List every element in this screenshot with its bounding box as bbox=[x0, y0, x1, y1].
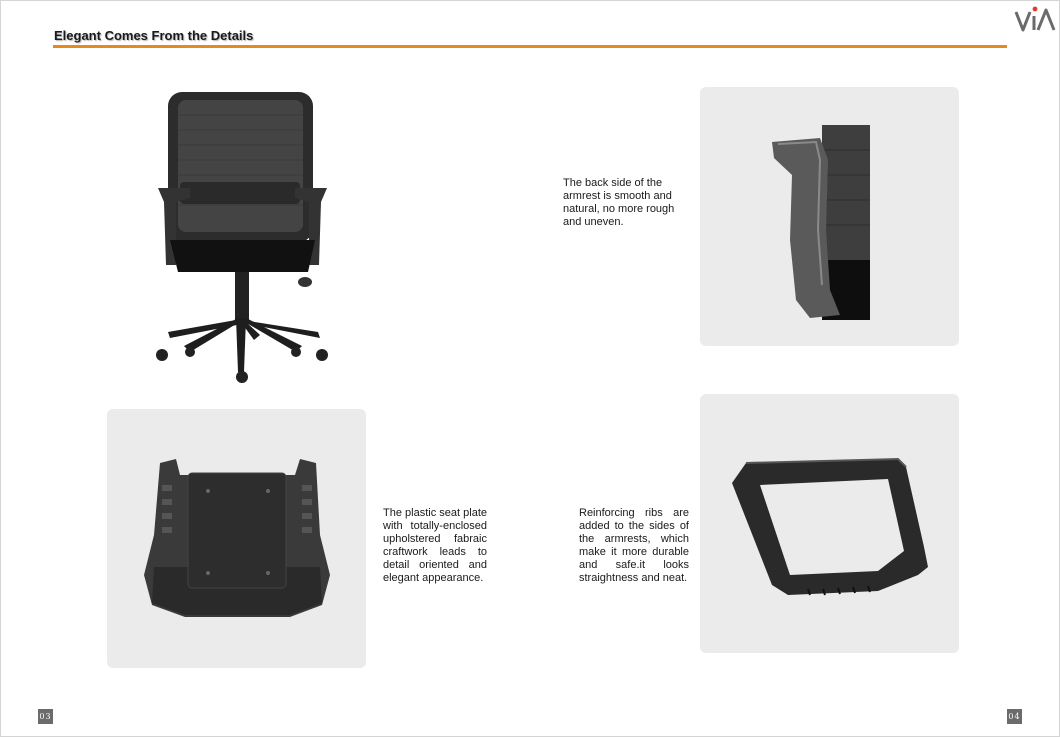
header-divider bbox=[53, 45, 1007, 48]
reinforcing-ribs-caption: Reinforcing ribs are added to the sides of the armrests, which make it more durable and safe.it looks straightness and neat. bbox=[579, 507, 689, 584]
seat-plate-image bbox=[140, 455, 335, 625]
office-chair-image bbox=[150, 90, 335, 390]
seat-plate-caption: The plastic seat plate with totally-enclosed upholstered fabraic craftwork leads to detail oriented and elegant appearance. bbox=[383, 507, 487, 584]
page-title: Elegant Comes From the Details bbox=[54, 28, 254, 43]
page-number-right: 04 bbox=[1007, 709, 1022, 724]
armrest-frame-image bbox=[728, 455, 933, 605]
page-number-left: 03 bbox=[38, 709, 53, 724]
via-logo bbox=[1014, 6, 1056, 34]
armrest-closeup-image bbox=[770, 120, 875, 325]
armrest-back-caption: The back side of the armrest is smooth and natural, no more rough and uneven. bbox=[563, 177, 675, 228]
